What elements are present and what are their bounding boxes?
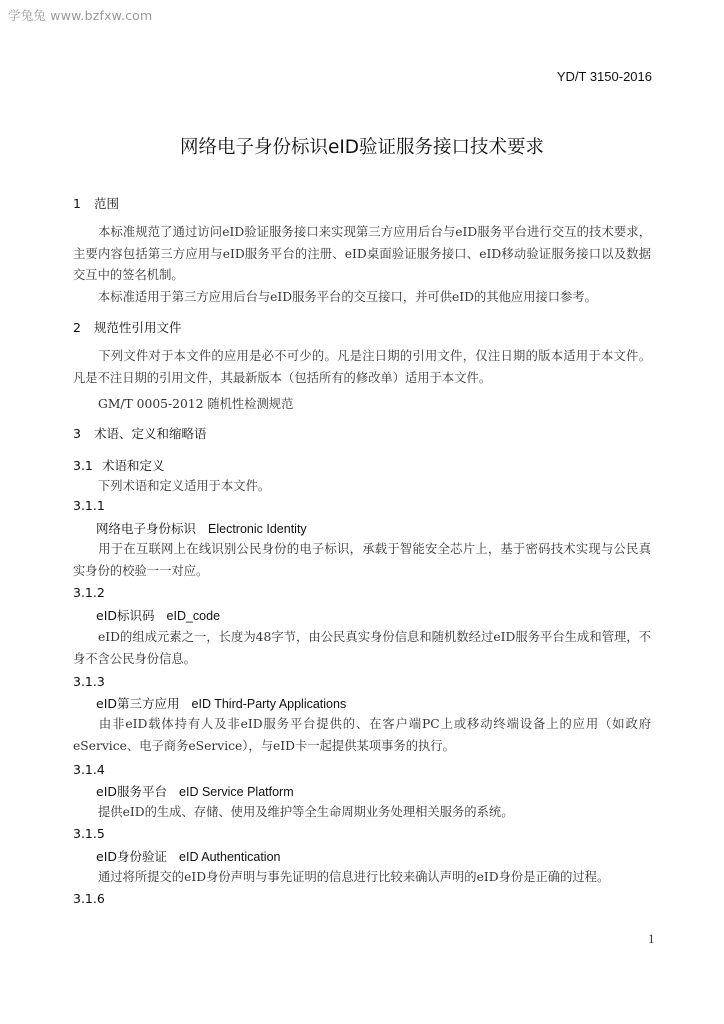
section-number: 3.1: [73, 458, 93, 473]
term-cn: eID标识码: [96, 608, 155, 623]
term-en: eID Third-Party Applications: [191, 697, 347, 711]
term-en: eID Service Platform: [179, 785, 294, 799]
term-definition: 提供eID的生成、存储、使用及维护等全生命周期业务处理相关服务的系统。: [98, 805, 514, 819]
section-2-paragraph-1: 下列文件对于本文件的应用是必不可少的。凡是注日期的引用文件，仅注日期的版本适用于本文件。凡是不注日期的引用文件，其最新版本（包括所有的修改单）适用于本文件。: [73, 349, 651, 385]
term-number: 3.1.5: [73, 826, 105, 841]
term-en: Electronic Identity: [208, 522, 307, 536]
term-cn: 网络电子身份标识: [96, 521, 197, 536]
term-definition: 用于在互联网上在线识别公民身份的电子标识，承载于智能安全芯片上，基于密码技术实现与公民真实身份的校验一一对应。: [73, 542, 651, 578]
section-3-1-intro: 下列术语和定义适用于本文件。: [98, 479, 271, 493]
page-number: 1: [648, 931, 655, 946]
term-number: 3.1.6: [73, 891, 105, 906]
term-heading: [96, 782, 294, 800]
term-definition: 通过将所提交的eID身份声明与事先证明的信息进行比较来确认声明的eID身份是正确的过程。: [98, 870, 610, 884]
term-number: 3.1.2: [73, 585, 105, 600]
term-heading: [96, 847, 280, 865]
section-2-heading: [73, 318, 182, 336]
page-title: 网络电子身份标识eID验证服务接口技术要求: [179, 137, 545, 158]
section-number: 1: [73, 196, 81, 211]
term-number: 3.1.3: [73, 674, 105, 689]
watermark: 学兔兔 www.bzfxw.com: [8, 8, 153, 23]
section-3-1-heading: [73, 456, 165, 474]
term-heading: [96, 694, 346, 712]
section-1-paragraph-2: 本标准适用于第三方应用后台与eID服务平台的交互接口，并可供eID的其他应用接口参考。: [98, 290, 597, 304]
section-title: 术语、定义和缩略语: [94, 426, 207, 441]
term-en: eID_code: [166, 609, 221, 623]
term-definition: 由非eID载体持有人及非eID服务平台提供的、在客户端PC上或移动终端设备上的应用（如政府eService、电子商务eService），与eID卡一起提供某项事务的执行。: [73, 717, 651, 753]
term-cn: eID第三方应用: [96, 696, 180, 711]
section-title: 术语和定义: [102, 458, 165, 473]
term-number: 3.1.1: [73, 498, 105, 513]
section-1-paragraph-1: 本标准规范了通过访问eID验证服务接口来实现第三方应用后台与eID服务平台进行交互的技术要求，主要内容包括第三方应用与eID服务平台的注册、eID桌面验证服务接口、eID移动验证服务接口以及数据交互中的签名机制。: [73, 225, 651, 283]
term-heading: [96, 606, 220, 624]
term-en: eID Authentication: [179, 850, 281, 864]
document-number: YD/T 3150-2016: [556, 69, 652, 84]
term-cn: eID身份验证: [96, 849, 168, 864]
normative-reference: GM/T 0005-2012 随机性检测规范: [98, 397, 294, 411]
section-title: 规范性引用文件: [94, 320, 182, 335]
section-title: 范围: [94, 196, 120, 211]
term-cn: eID服务平台: [96, 784, 168, 799]
section-number: 2: [73, 320, 81, 335]
section-1-heading: [73, 194, 119, 212]
term-definition: eID的组成元素之一，长度为48字节，由公民真实身份信息和随机数经过eID服务平台生成和管理，不身不含公民身份信息。: [73, 630, 651, 666]
section-number: 3: [73, 426, 81, 441]
term-number: 3.1.4: [73, 762, 105, 777]
term-heading: [96, 519, 307, 537]
section-3-heading: [73, 424, 207, 442]
